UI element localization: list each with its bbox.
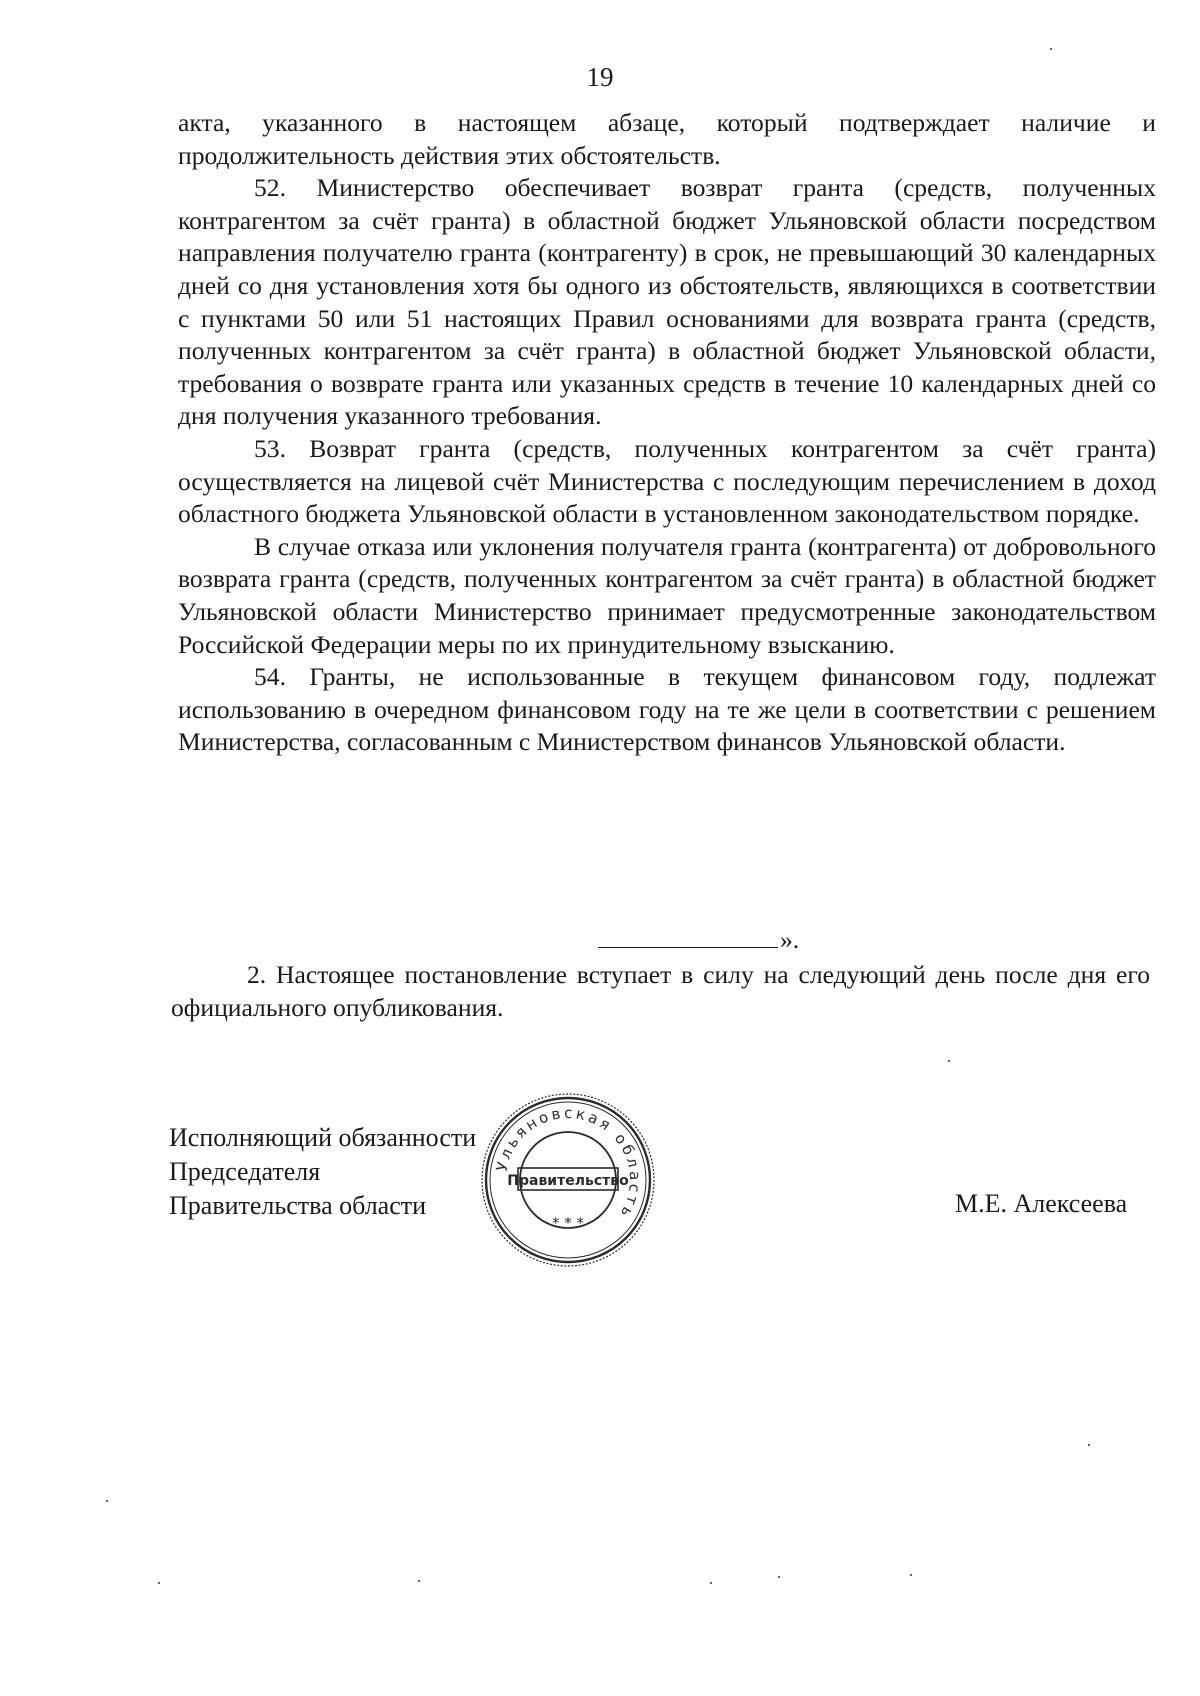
signatory-line-2: Председателя (169, 1157, 321, 1186)
regulation-text (178, 107, 1156, 759)
closing-quote-mark: ». (780, 925, 800, 954)
scan-speck (948, 1060, 950, 1062)
closing-quote-line (598, 925, 799, 955)
paragraph-54: 54. Гранты, не использованные в текущем финансовом году, подлежат использованию в очередном финансовом году на те же цели в соответствии с решением Министерства, согласованным с Министерством финансов Ульяновской области. (178, 662, 1156, 757)
signatory-line-1: Исполняющий обязанности (169, 1123, 477, 1152)
scan-speck (1050, 48, 1052, 50)
signatory-title (169, 1121, 476, 1223)
scan-speck (158, 1582, 160, 1584)
seal-stars: * * * (551, 1214, 585, 1232)
page-number: 19 (586, 62, 614, 92)
seal-ring-text: Ульяновская область (492, 1103, 645, 1223)
scan-speck (1088, 1444, 1090, 1446)
signer-name: М.Е. Алексеева (955, 1189, 1128, 1218)
final-clause-text: 2. Настоящее постановление вступает в силу на следующий день после дня его официального опубликования. (171, 960, 1150, 1022)
signatory-line-3: Правительства области (169, 1191, 427, 1220)
scan-speck (106, 1500, 108, 1502)
scan-speck (910, 1574, 912, 1576)
paragraph-52: 52. Министерство обеспечивает возврат гранта (средств, полученных контрагентом за счёт гранта) в областной бюджет Ульяновской области посредством направления получателю гранта (контрагенту) в срок, не превышающий 30 календарных дней со дня установления хотя бы одного из обстоятельств, являющихся в соответствии с пунктами 50 или 51 настоящих Правил основаниями для возврата гранта (средств, полученных контрагентом за счёт гранта) в областной бюджет Ульяновской области, требования о возврате гранта или указанных средств в течение 10 календарных дней со дня получения указанного требования. (178, 173, 1156, 431)
closing-underline (598, 925, 778, 948)
final-clause (171, 959, 1150, 1024)
seal-center-text: Правительство (507, 1173, 629, 1189)
scan-speck (418, 1580, 420, 1582)
paragraph-53-refusal: В случае отказа или уклонения получателя гранта (контрагента) от добровольного возврата гранта (средств, полученных контрагентом за счёт гранта) в областной бюджет Ульяновской области Министерство принимает предусмотренные законодательством Российской Федерации меры по их принудительному взысканию. (178, 531, 1156, 659)
scan-speck (778, 1576, 780, 1578)
paragraph-53: 53. Возврат гранта (средств, полученных контрагентом за счёт гранта) осуществляется на лицевой счёт Министерства с последующим перечислением в доход областного бюджета Ульяновской области в установленном законодательством порядке. (178, 433, 1156, 529)
svg-text:Ульяновская область (493, 1104, 645, 1223)
paragraph-continuation: акта, указанного в настоящем абзаце, который подтверждает наличие и продолжительность действия этих обстоятельств. (178, 108, 1156, 170)
scan-speck (710, 1582, 712, 1584)
official-seal-icon (478, 1090, 658, 1270)
